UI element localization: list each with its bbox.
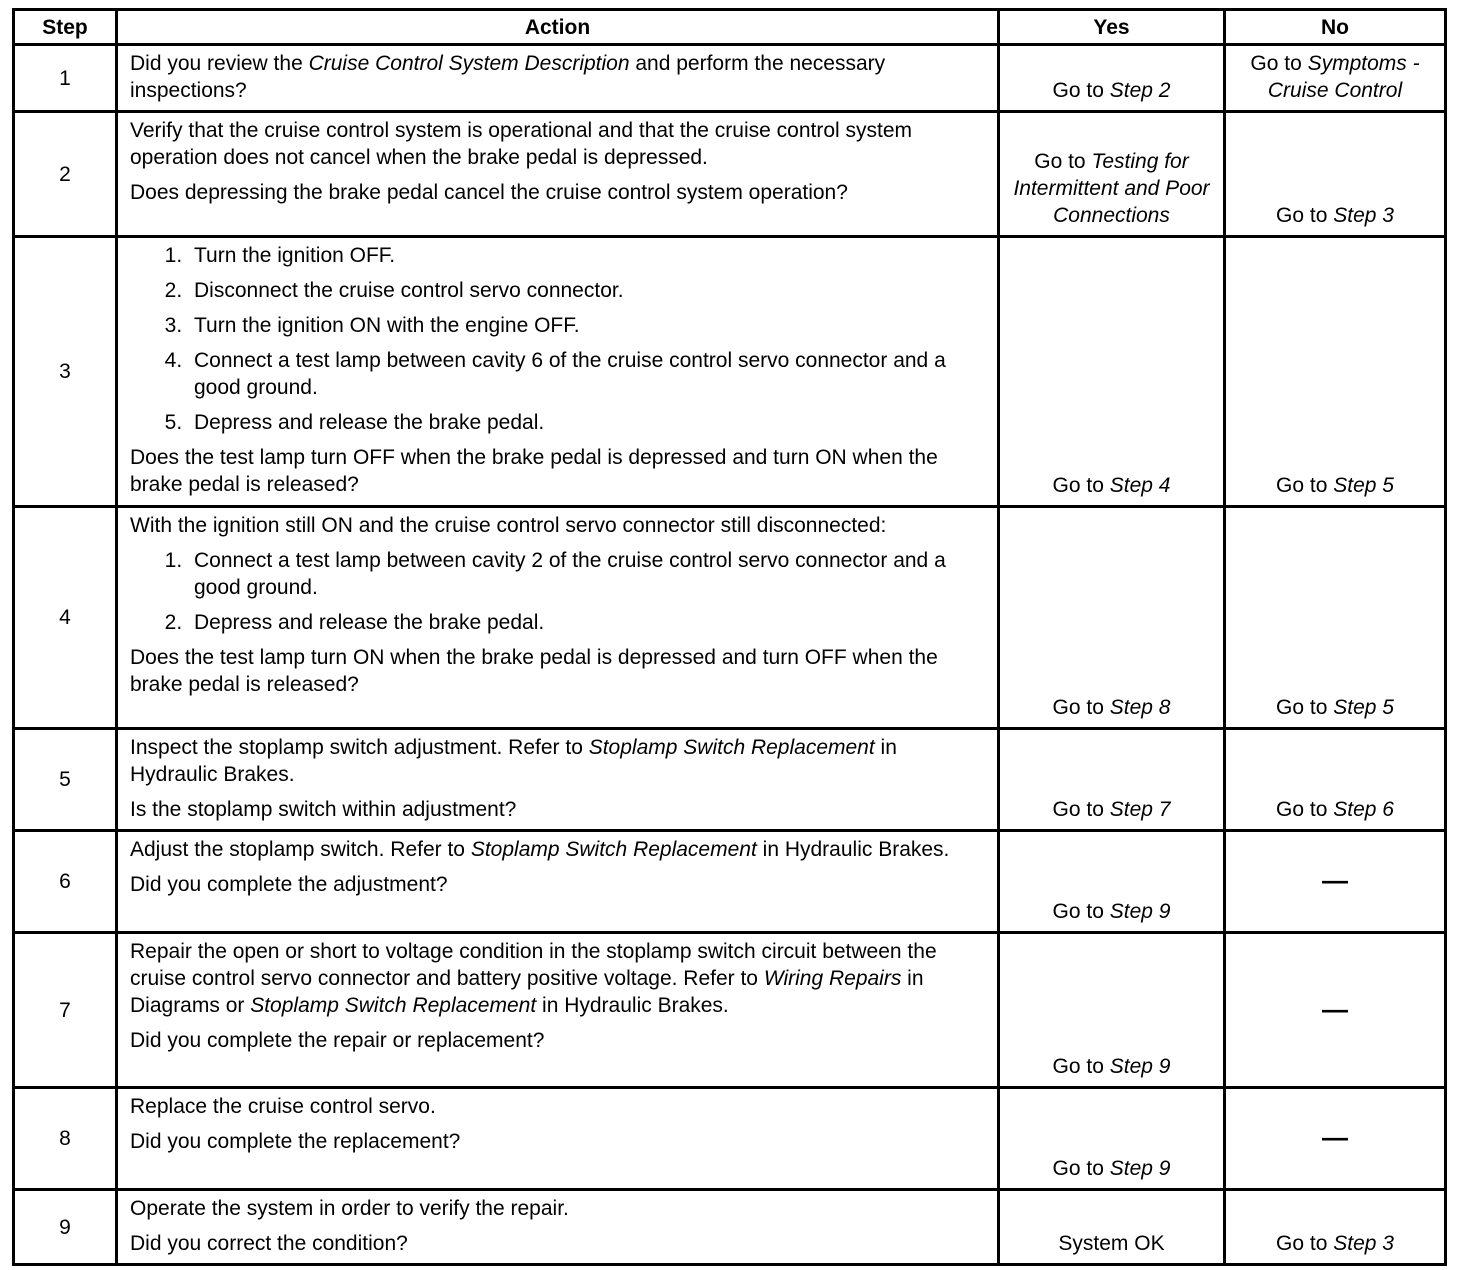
result-reference: Step 5 bbox=[1333, 474, 1394, 497]
no-result bbox=[1225, 1190, 1446, 1265]
step-number: 4 bbox=[14, 507, 117, 729]
procedure-step: 1. Turn the ignition OFF. bbox=[188, 242, 987, 269]
question-text: Does the test lamp turn OFF when the brake pedal is depressed and turn ON when the brake pedal is released? bbox=[130, 446, 938, 496]
action-text bbox=[130, 938, 987, 1019]
action-cell bbox=[117, 1088, 999, 1190]
table-row bbox=[14, 729, 1446, 831]
result-reference: Step 7 bbox=[1109, 798, 1171, 821]
step-number: 3 bbox=[14, 237, 117, 507]
action-cell bbox=[117, 729, 999, 831]
result-text: Go to bbox=[1052, 474, 1110, 497]
no-result bbox=[1225, 112, 1446, 237]
step-number: 7 bbox=[14, 933, 117, 1088]
result-text: Go to bbox=[1052, 696, 1110, 719]
reference-link-text: Stoplamp Switch Replacement bbox=[250, 994, 537, 1017]
no-result bbox=[1225, 507, 1446, 729]
question-text: Is the stoplamp switch within adjustment? bbox=[130, 798, 517, 821]
result-reference: Step 6 bbox=[1333, 798, 1394, 821]
question-text: Did you correct the condition? bbox=[130, 1232, 408, 1255]
result-reference: Step 3 bbox=[1333, 204, 1394, 227]
question-text: Does depressing the brake pedal cancel the cruise control system operation? bbox=[130, 181, 848, 204]
table-row bbox=[14, 1190, 1446, 1265]
no-result bbox=[1225, 237, 1446, 507]
question-text: Did you complete the adjustment? bbox=[130, 873, 448, 896]
result-reference: Symptoms - Cruise Control bbox=[1267, 52, 1420, 102]
reference-link-text: Wiring Repairs bbox=[763, 967, 902, 990]
action-text-part: With the ignition still ON and the cruise control servo connector still disconnected: bbox=[130, 514, 887, 537]
procedure-step: 1. Connect a test lamp between cavity 2 of the cruise control servo connector and a good ground. bbox=[188, 547, 987, 601]
no-result bbox=[1225, 933, 1446, 1088]
reference-link-text: Stoplamp Switch Replacement bbox=[470, 838, 757, 861]
action-text bbox=[130, 512, 987, 539]
action-text bbox=[130, 117, 987, 171]
action-cell bbox=[117, 507, 999, 729]
result-reference: Step 3 bbox=[1333, 1232, 1394, 1255]
yes-result bbox=[999, 112, 1225, 237]
yes-result bbox=[999, 933, 1225, 1088]
action-text-part: Did you review the bbox=[130, 52, 309, 75]
yes-result bbox=[999, 831, 1225, 933]
procedure-step: 3. Turn the ignition ON with the engine OFF. bbox=[188, 312, 987, 339]
result-text: Go to bbox=[1276, 474, 1334, 497]
no-result bbox=[1225, 831, 1446, 933]
result-text: Go to bbox=[1052, 900, 1110, 923]
not-applicable-dash: — bbox=[1322, 865, 1348, 895]
header-yes: Yes bbox=[999, 10, 1225, 45]
yes-result bbox=[999, 1088, 1225, 1190]
action-text bbox=[130, 50, 987, 104]
result-text: Go to bbox=[1034, 150, 1092, 173]
no-result bbox=[1225, 729, 1446, 831]
yes-result bbox=[999, 1190, 1225, 1265]
result-text: Go to bbox=[1276, 696, 1334, 719]
procedure-step: 4. Connect a test lamp between cavity 6 of the cruise control servo connector and a good ground. bbox=[188, 347, 987, 401]
no-result bbox=[1225, 45, 1446, 112]
table-row bbox=[14, 507, 1446, 729]
result-text: Go to bbox=[1052, 1157, 1110, 1180]
step-number: 8 bbox=[14, 1088, 117, 1190]
step-number: 2 bbox=[14, 112, 117, 237]
action-text bbox=[130, 1093, 987, 1120]
question-text: Did you complete the replacement? bbox=[130, 1130, 461, 1153]
question-text: Did you complete the repair or replacement? bbox=[130, 1029, 545, 1052]
action-cell bbox=[117, 1190, 999, 1265]
yes-result bbox=[999, 45, 1225, 112]
result-reference: Step 8 bbox=[1109, 696, 1171, 719]
result-reference: Step 9 bbox=[1109, 1157, 1171, 1180]
not-applicable-dash: — bbox=[1322, 1122, 1348, 1152]
no-result bbox=[1225, 1088, 1446, 1190]
result-reference: Step 4 bbox=[1109, 474, 1171, 497]
table-row bbox=[14, 45, 1446, 112]
yes-result bbox=[999, 507, 1225, 729]
action-cell bbox=[117, 45, 999, 112]
action-text-part: in Hydraulic Brakes. bbox=[756, 838, 950, 861]
table-row bbox=[14, 933, 1446, 1088]
procedure-step: 2. Depress and release the brake pedal. bbox=[188, 609, 987, 636]
reference-link-text: Cruise Control System Description bbox=[308, 52, 630, 75]
header-action: Action bbox=[117, 10, 999, 45]
result-text: Go to bbox=[1276, 1232, 1334, 1255]
action-text-part: in Hydraulic Brakes. bbox=[536, 994, 729, 1017]
header-no: No bbox=[1225, 10, 1446, 45]
action-cell bbox=[117, 237, 999, 507]
procedure-step: 5. Depress and release the brake pedal. bbox=[188, 409, 987, 436]
header-row bbox=[14, 10, 1446, 45]
action-text-part: Verify that the cruise control system is operational and that the cruise control system operation does not cancel when the brake pedal is depressed. bbox=[130, 119, 913, 169]
result-reference: Testing for Intermittent and Poor Connections bbox=[1013, 150, 1210, 227]
reference-link-text: Stoplamp Switch Replacement bbox=[588, 736, 875, 759]
step-number: 9 bbox=[14, 1190, 117, 1265]
result-text: Go to bbox=[1276, 798, 1334, 821]
result-text: Go to bbox=[1052, 79, 1110, 102]
action-cell bbox=[117, 831, 999, 933]
procedure-list bbox=[130, 547, 987, 636]
result-reference: Step 9 bbox=[1109, 1055, 1171, 1078]
result-text: Go to bbox=[1052, 1055, 1110, 1078]
procedure-step: 2. Disconnect the cruise control servo connector. bbox=[188, 277, 987, 304]
table-row bbox=[14, 831, 1446, 933]
result-text: Go to bbox=[1276, 204, 1334, 227]
diagnostic-table bbox=[12, 8, 1447, 1266]
result-text: System OK bbox=[1058, 1232, 1165, 1255]
step-number: 1 bbox=[14, 45, 117, 112]
action-cell bbox=[117, 112, 999, 237]
header-step: Step bbox=[14, 10, 117, 45]
action-text-part: Operate the system in order to verify the repair. bbox=[130, 1197, 569, 1220]
action-text-part: Replace the cruise control servo. bbox=[130, 1095, 436, 1118]
result-text: Go to bbox=[1250, 52, 1308, 75]
action-text-part: in Diagrams or bbox=[130, 967, 924, 1017]
yes-result bbox=[999, 237, 1225, 507]
result-reference: Step 5 bbox=[1333, 696, 1394, 719]
table-row bbox=[14, 1088, 1446, 1190]
yes-result bbox=[999, 729, 1225, 831]
not-applicable-dash: — bbox=[1322, 993, 1348, 1024]
action-text bbox=[130, 836, 987, 863]
result-reference: Step 9 bbox=[1109, 900, 1171, 923]
result-reference: Step 2 bbox=[1109, 79, 1171, 102]
action-text bbox=[130, 1195, 987, 1222]
result-text: Go to bbox=[1052, 798, 1110, 821]
action-text-part: in Hydraulic Brakes. bbox=[130, 736, 897, 786]
action-text-part: Adjust the stoplamp switch. Refer to bbox=[130, 838, 471, 861]
step-number: 6 bbox=[14, 831, 117, 933]
action-text bbox=[130, 734, 987, 788]
question-text: Does the test lamp turn ON when the brake pedal is depressed and turn OFF when the brake pedal is released? bbox=[130, 646, 938, 696]
table-row bbox=[14, 237, 1446, 507]
step-number: 5 bbox=[14, 729, 117, 831]
action-text-part: and perform the necessary inspections? bbox=[130, 52, 886, 102]
action-cell bbox=[117, 933, 999, 1088]
action-text-part: Inspect the stoplamp switch adjustment. Refer to bbox=[130, 736, 589, 759]
action-text-part: Repair the open or short to voltage condition in the stoplamp switch circuit between the cruise control servo connector and battery positive voltage. Refer to bbox=[130, 940, 937, 990]
procedure-list bbox=[130, 242, 987, 436]
table-row bbox=[14, 112, 1446, 237]
